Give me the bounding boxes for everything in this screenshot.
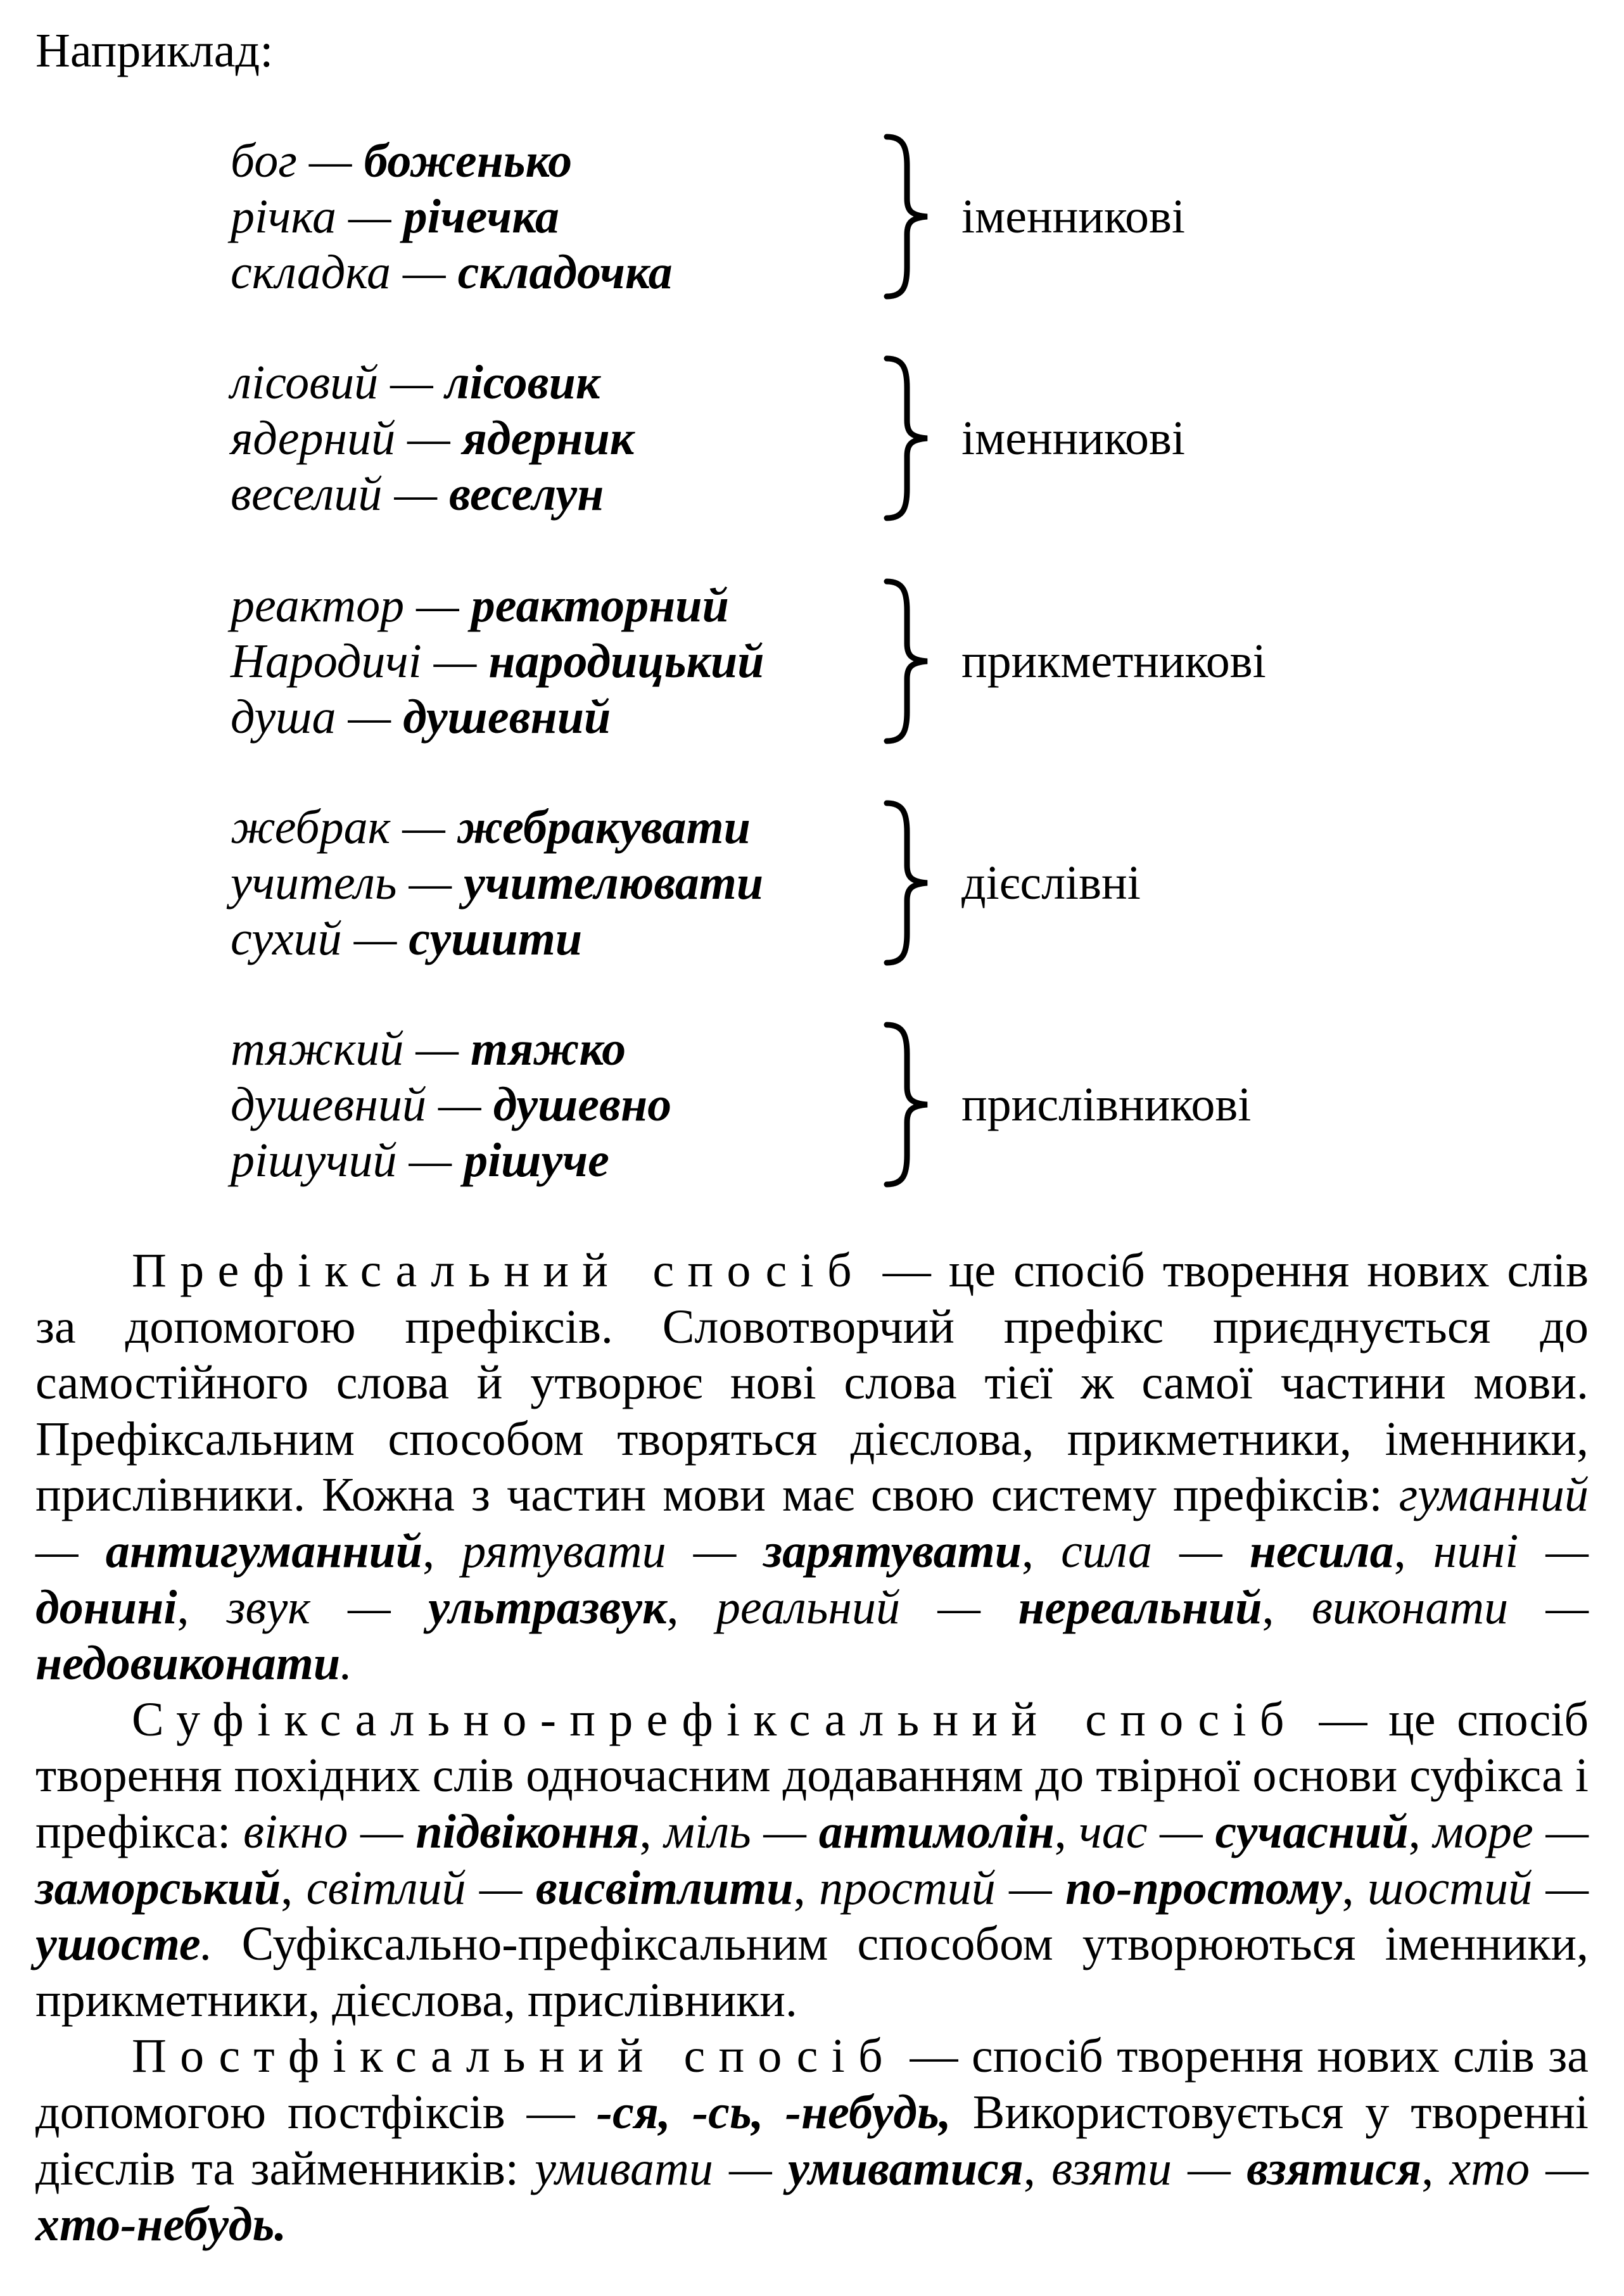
separator: ,	[751, 2085, 785, 2139]
paragraph-postfixal	[35, 2028, 1589, 2252]
example-base: виконати —	[1311, 1580, 1589, 1634]
paragraph-text: — це спосіб творення похідних слів одночасним додаванням до твірної основи суфікса і префікса:	[35, 1692, 1589, 1858]
word-pair	[231, 466, 604, 522]
example-derived: умиватися	[787, 2141, 1024, 2195]
paragraph-prefixal	[35, 1243, 1589, 1692]
example-base: сила —	[1061, 1524, 1250, 1578]
example-base: реальний —	[716, 1580, 1018, 1634]
term-prefixal: Префіксальний спосіб	[132, 1244, 865, 1297]
example-base: вікно —	[243, 1804, 416, 1858]
example-base: умивати —	[535, 2141, 788, 2195]
example-group-4	[231, 799, 1497, 970]
example-derived: антимолін	[818, 1804, 1055, 1858]
derived-word: ядерник	[462, 412, 635, 465]
word-pair	[231, 1077, 671, 1132]
right-brace-icon	[879, 1021, 936, 1188]
word-pair	[231, 911, 582, 967]
example-base: час —	[1079, 1804, 1215, 1858]
word-pair	[231, 633, 764, 689]
derived-word: тяжко	[470, 1022, 626, 1075]
dash: —	[378, 356, 445, 409]
separator: ,	[658, 2085, 692, 2139]
right-brace-icon	[879, 133, 936, 300]
derived-word: душевний	[403, 690, 611, 744]
example-base: рятувати —	[462, 1524, 764, 1578]
paragraph-text: Суфіксально-префіксальним способом утворюються іменники, прикметники, дієслова, прислівники.	[35, 1917, 1589, 2027]
separator: ,	[793, 1861, 820, 1915]
example-base: простий —	[819, 1861, 1066, 1915]
dash: —	[404, 579, 471, 632]
dash: —	[341, 912, 409, 965]
separator: ,	[177, 1580, 227, 1634]
example-base: гуманний —	[35, 1468, 1589, 1578]
separator: ,	[639, 1804, 664, 1858]
example-base: шостий —	[1367, 1861, 1589, 1915]
example-derived: по-простому	[1065, 1861, 1342, 1915]
separator: ,	[939, 2085, 951, 2139]
example-group-5	[231, 1021, 1497, 1192]
derived-word: реакторний	[471, 579, 729, 632]
separator: .	[274, 2198, 287, 2252]
word-pair	[231, 799, 751, 855]
example-base: нині —	[1433, 1524, 1589, 1578]
dash: —	[396, 856, 464, 910]
separator: ,	[1421, 2141, 1450, 2195]
word-pair	[231, 689, 611, 745]
example-derived: взятися	[1247, 2141, 1422, 2195]
category-label: дієслівні	[961, 856, 1141, 910]
example-group-2	[231, 355, 1497, 526]
derived-word: жебракувати	[457, 801, 751, 854]
base-word: бог	[231, 134, 297, 187]
example-derived: сучасний	[1215, 1804, 1409, 1858]
dash: —	[336, 690, 403, 744]
derived-word: річечка	[403, 190, 559, 243]
separator: ,	[1054, 1804, 1079, 1858]
example-derived: висвітлити	[535, 1861, 794, 1915]
derived-word: рішуче	[464, 1134, 609, 1187]
separator: ,	[1022, 1524, 1062, 1578]
base-word: рішучий	[231, 1134, 397, 1187]
paragraph-text: — спосіб творення нових слів за допомогою постфіксів —	[35, 2029, 1589, 2139]
example-derived: недовиконати	[35, 1637, 341, 1690]
example-derived: несила	[1249, 1524, 1394, 1578]
postfix: -ся	[596, 2085, 659, 2139]
base-word: складка	[231, 246, 391, 299]
category-label: іменникові	[961, 412, 1186, 465]
derived-word: сушити	[409, 912, 583, 965]
word-pair	[231, 355, 600, 410]
derived-word: учителювати	[464, 856, 764, 910]
separator: ,	[1023, 2141, 1052, 2195]
base-word: ядерний	[231, 412, 396, 465]
separator: ,	[281, 1861, 307, 1915]
base-word: річка	[231, 190, 337, 243]
example-derived: зарятувати	[763, 1524, 1022, 1578]
dash: —	[382, 467, 450, 521]
example-derived: ушосте	[35, 1917, 201, 1971]
example-base: міль —	[664, 1804, 819, 1858]
derived-word: боженько	[364, 134, 573, 187]
separator: ,	[1262, 1580, 1312, 1634]
example-base: хто —	[1449, 2141, 1589, 2195]
word-pair	[231, 410, 634, 466]
dash: —	[395, 412, 462, 465]
word-pair	[231, 1021, 626, 1077]
category-label: іменникові	[961, 190, 1186, 243]
base-word: душа	[231, 690, 336, 744]
word-pair	[231, 578, 729, 633]
intro-label: Наприклад:	[35, 24, 274, 77]
postfix: -небудь	[785, 2085, 939, 2139]
body-text	[35, 1243, 1589, 2253]
base-word: тяжкий	[231, 1022, 404, 1075]
example-derived: ультразвук	[428, 1580, 667, 1634]
example-base: взяти —	[1051, 2141, 1247, 2195]
example-derived: донині	[35, 1580, 177, 1634]
separator: .	[340, 1637, 353, 1690]
example-base: звук —	[226, 1580, 429, 1634]
separator: ,	[1408, 1804, 1433, 1858]
separator: .	[200, 1917, 213, 1971]
right-brace-icon	[879, 799, 936, 967]
example-derived: підвіконня	[416, 1804, 640, 1858]
right-brace-icon	[879, 355, 936, 522]
dash: —	[421, 635, 489, 688]
separator: ,	[1342, 1861, 1368, 1915]
word-pair	[231, 1132, 609, 1188]
paragraph-text: Використовується у творенні дієслів та займенників:	[35, 2085, 1589, 2195]
dash: —	[403, 1022, 471, 1075]
example-derived: нереальний	[1018, 1580, 1262, 1634]
category-label: прислівникові	[961, 1078, 1252, 1131]
dash: —	[390, 801, 457, 854]
derived-word: народицький	[488, 635, 764, 688]
derived-word: веселун	[449, 467, 604, 521]
dash: —	[426, 1078, 493, 1131]
paragraph-text: — це спосіб творення нових слів за допомогою префіксів. Словотворчий префікс приєднується до самостійного слова й утворює нові слова тієї ж самої частини мови. Префіксальним способом творяться дієслова, прикметники, іменники, прислівники. Кожна з частин мови має свою систему префіксів:	[35, 1244, 1589, 1522]
base-word: веселий	[231, 467, 383, 521]
term-suffixal-prefixal: Суфіксально-префіксальний спосіб	[132, 1692, 1298, 1746]
separator: ,	[1393, 1524, 1433, 1578]
example-base: море —	[1433, 1804, 1589, 1858]
term-postfixal: Постфіксальний спосіб	[132, 2029, 896, 2083]
dash: —	[390, 246, 458, 299]
derived-word: душевно	[493, 1078, 672, 1131]
derived-word: складочка	[457, 246, 673, 299]
derived-word: лісовик	[445, 356, 600, 409]
word-pair	[231, 244, 673, 300]
separator: ,	[422, 1524, 462, 1578]
separator: ,	[666, 1580, 716, 1634]
word-pair	[231, 855, 763, 911]
base-word: лісовий	[231, 356, 379, 409]
example-derived: заморський	[35, 1861, 281, 1915]
dash: —	[336, 190, 403, 243]
base-word: сухий	[231, 912, 342, 965]
base-word: учитель	[231, 856, 397, 910]
example-group-3	[231, 578, 1497, 749]
base-word: жебрак	[231, 801, 391, 854]
example-derived: хто-небудь	[35, 2198, 275, 2252]
example-derived: антигуманний	[105, 1524, 423, 1578]
word-pair	[231, 133, 572, 189]
base-word: Народичі	[231, 635, 422, 688]
base-word: душевний	[231, 1078, 426, 1131]
word-pair	[231, 189, 559, 244]
dash: —	[396, 1134, 464, 1187]
example-group-1	[231, 133, 1497, 304]
base-word: реактор	[231, 579, 405, 632]
example-base: світлий —	[306, 1861, 536, 1915]
paragraph-suffixal-prefixal	[35, 1692, 1589, 2029]
postfix: -сь	[692, 2085, 752, 2139]
dash: —	[296, 134, 364, 187]
category-label: прикметникові	[961, 635, 1266, 688]
right-brace-icon	[879, 578, 936, 745]
